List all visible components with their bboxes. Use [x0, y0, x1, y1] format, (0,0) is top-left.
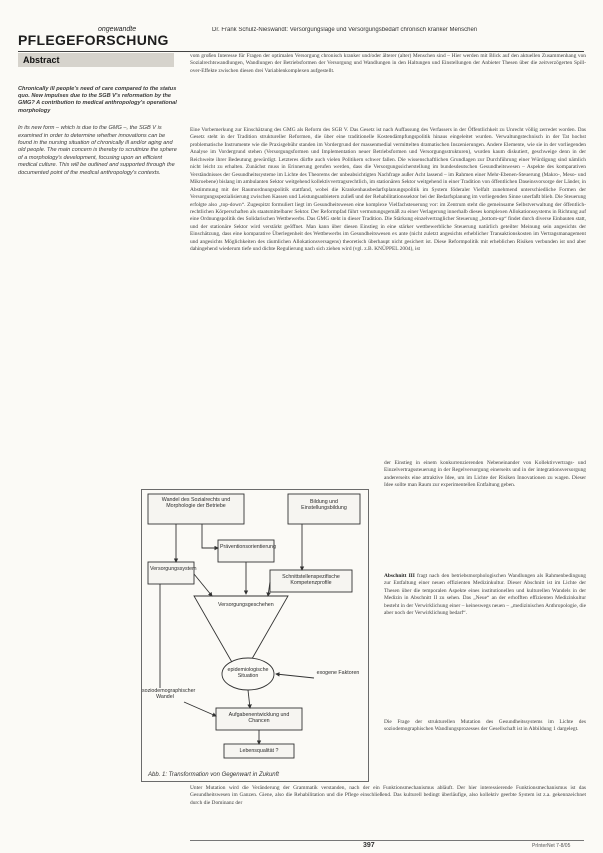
body-paragraph-6: Unter Mutation wird die Veränderung der Grammatik verstanden, nach der ein Funktionsmechanismus abläuft. Der hier interessierende Funktionsmechanismus ist das Gesundheitswesen im Ganzen. Giene, also die Rehabilitation und die Pflege einschließend. Das kulturell bedingt überläufige, also kollektiv geerbte System ist z.a. gekennzeichnet durch die Dominanz der: [190, 785, 586, 806]
logo-subtitle: ongewandte: [98, 26, 137, 33]
body-paragraph-4: [384, 573, 586, 618]
figure-diagram: [142, 490, 370, 783]
body-paragraph-1: vom großen Interesse für Fragen der optimalen Versorgung chronisch kranker und/oder älterer (alter) Menschen sind – Hier werden mit Blick auf den aktuellen Zusammenhang von Sozialrechtswandlungen, Wandlungen der Betriebsformen der Versorgung und Wandlungen in den Haltungen und Einstellungen der Anbieter Thesen über die zeitverzögerten Spill-over-Effekte zwischen diesen drei Variablenkomplexen aufgestellt.: [190, 53, 586, 74]
label-lebensqualitaet: Lebensqualität ?: [239, 748, 279, 754]
body-paragraph-4-text: fragt nach den betriebsmorphologischen Wandlungen als Rahmenbedingung zur Entfaltung einer neuen effizienten Medizinkultur. Dieser Abschnitt ist im Lichte der Thesen über die temporalen Aspekte eines institutionellen und kulturellen Wandels in der Medizin in Abschnitt II zu sehen. Das „Neue“ an der erhofften effizienten Medizinkultur besteht in der Verwirklichung einer – keineswegs neuen – „medizinischen Anthropologie, die aber noch der Verwirklichung bedarf“.: [384, 573, 586, 617]
abstract-body: In its new form – which is due to the GMG –, the SGB V is examined in order to determine whether innovations can be found in the nursing situation of chronically ill and/or aging and old people. The main concern is thereby to scrutinize the sphere of a morphology's development, focusing upon an efficient medical culture. This will be outlined and supported through the documented point of the medical anthropology's contexts.: [18, 125, 177, 176]
footer-divider: [190, 840, 584, 841]
section-lead: Abschnitt III: [384, 573, 415, 579]
page-number: 397: [363, 842, 375, 849]
abstract-title: Chronically ill people's need of care compared to the status quo. New impulses due to the SGB V's reformation by the GMG? A contribution to medical anthropology's operational morphology: [18, 85, 177, 114]
label-versorgungsgeschehen: Versorgungsgeschehen: [218, 602, 274, 608]
logo-title: PFLEGEFORSCHUNG: [18, 32, 169, 48]
abstract-heading: Abstract: [18, 53, 174, 67]
running-title: Dr. Frank Schulz-Nieswandt: Versorgungslage und Versorgungsbedarf chronisch kranker Menschen: [212, 27, 478, 33]
body-paragraph-5: Die Frage der strukturellen Mutation des Gesundheitssystems im Lichte des soziodemographischen Wandlungsprozesses der Gesellschaft ist in Abbildung 1 dargelegt.: [384, 719, 586, 733]
label-aufgaben: Aufgabenentwicklung und Chancen: [228, 712, 290, 725]
body-paragraph-3: der Einstieg in einem konkurrenzierenden Nebeneinander von Kollektivvertrags- und Einzelvertragssteuerung in der Regelversorgung einerseits und in der integrationsversorgung andererseits eine attraktive Idee, um im Lichte der Risiken Innovationen zu wagen. Dieser Idee sollte man Raum zur experimentellen Entfaltung geben.: [384, 460, 586, 489]
label-soziodemo: soziodemographischer Wandel: [142, 688, 196, 701]
journal-logo: [18, 26, 183, 52]
abstract-box: [18, 80, 178, 177]
label-schnittstellen: Schnittstellenspezifische Kompetenzprofile: [282, 574, 340, 587]
header-divider: [18, 51, 584, 52]
label-exogene: exogene Faktoren: [316, 670, 360, 676]
label-epidemiologisch: epidemiologische Situation: [227, 667, 269, 680]
figure-1: [141, 489, 369, 782]
label-wandel: Wandel des Sozialrechts und Morphologie der Betriebe: [161, 497, 231, 510]
figure-caption: Abb. 1: Transformation von Gegenwart in Zukunft: [148, 772, 279, 778]
label-praevention: Präventionsorientierung: [220, 544, 276, 550]
label-versorgung: Versorgungssystem: [150, 566, 197, 572]
journal-reference: PrInterNet 7-8/05: [532, 843, 571, 849]
label-bildung: Bildung und Einstellungsbildung: [301, 499, 347, 512]
body-paragraph-2: Eine Vorbemerkung zur Einschätzung des GMG als Reform des SGB V. Das Gesetz ist nach Auffassung des Verfassers in der Öffentlichkeit zu Unrecht völlig zerredet worden. Das Gesetz steht in der Tradition struktureller Reformen, die über eine traditionelle Kostendämpfungspolitik hinaus eingeleitet wurden. Verwaltungstechnisch in der Tat hochst problematische Instrumente wie die Praxisgebühr standen im Vordergrund der massenmedial vermittelten dramatischen Inszenierungen. Andere Elemente, wie sie in der vorliegenden Analyse im Vordergrund stehen (Versorgungsformen und Implementation neuer Betriebsformen und Versorgungsstrukturen), wurden kaum diskutiert, geschweige denn in der Reichweite ihrer Bedeutung gewürdigt. Letzteres dürfte auch vielen Politikern schwer fallen. Die wissenschaftlichen Grundlagen zur Durchführung einer Würdigung sind nämlich nicht leicht zu erhalten. Zunächst muss in Erinnerung gerufen werden, dass die Versorgungssicherstellung im bundesdeutschen Gesundheitswesen – Aspekte des komparativen Verständnisses der Gesundheitssysteme im Lichte des Theorems der unbeabsichtigten Nachfrage außer Acht lassend – im Rahmen einer Mehr-Ebenen-Steuerung (Makro-, Meso- und Mikroebene) bislang im ambulanten Sektor weitgehend kollektivvertragsrechtlich, im stationären Sektor weitgehend in einer Tradition von öffentlichen Daseinsvorsorge der Länder, in Abstimmung mit der Raumordnungspolitik stattfand, wobei die Krankenhausbedarfsplanungspolitik im System föderaler Vielfalt zunehmend unterschiedliche Formen der Versorgungsspezialisierung zwischen Kassen und Leistungsanbietern zuließ und der Rehabilitationssektor bei der Bedarfsplanung im vorliegenden Sinne unerfaßt blieb. Die Steuerung erfolgte also „top-down“. Zugespitzt formuliert liegt im Gesundheitswesen eine komplexe Vielfachsteuerung vor: im Zentrum steht die gemeinsame Selbstverwaltung der öffentlich-rechtlichen Körperschaften als staatsmittelbarer Sektor. Der Reformpfad führt vermutungsgemäß zu einer Verlagerung innerhalb dieses komplexen Allokationssystems in Richtung auf eine Ordnungspolitik des Solidarischen Wettbewerbs. Das GMG steht in dieser Tradition. Die Stärkung einzelvertraglicher Steuerung „bottom-up“ findet durch diverse Einbauten statt, und der stationäre Sektor wird verstärkt geöffnet. Man kann über diesen Einstieg in eine stärker wettbewerbliche Steuerung natürlich geteilter Meinung sein angesichts der Einschätzung, dass eine komparative Überlegenheit des Wettbewerbs im Gesundheitswesen ex ante (nicht zuletzt angesichts erheblicher Transaktionskosten im Vertragsmanagement und angesichts Möglichkeiten des räumlichen Allokationsversagens) theoretisch überhaupt nicht gesichert ist. Diese Reformpolitik mit erheblichen Risiken verbunden ist und aber dahingehend wiederum tiefe und dichte Regulierung nach sich ziehen wird (vgl. z.B. KNÜPPEL 2004), ist: [190, 127, 586, 253]
